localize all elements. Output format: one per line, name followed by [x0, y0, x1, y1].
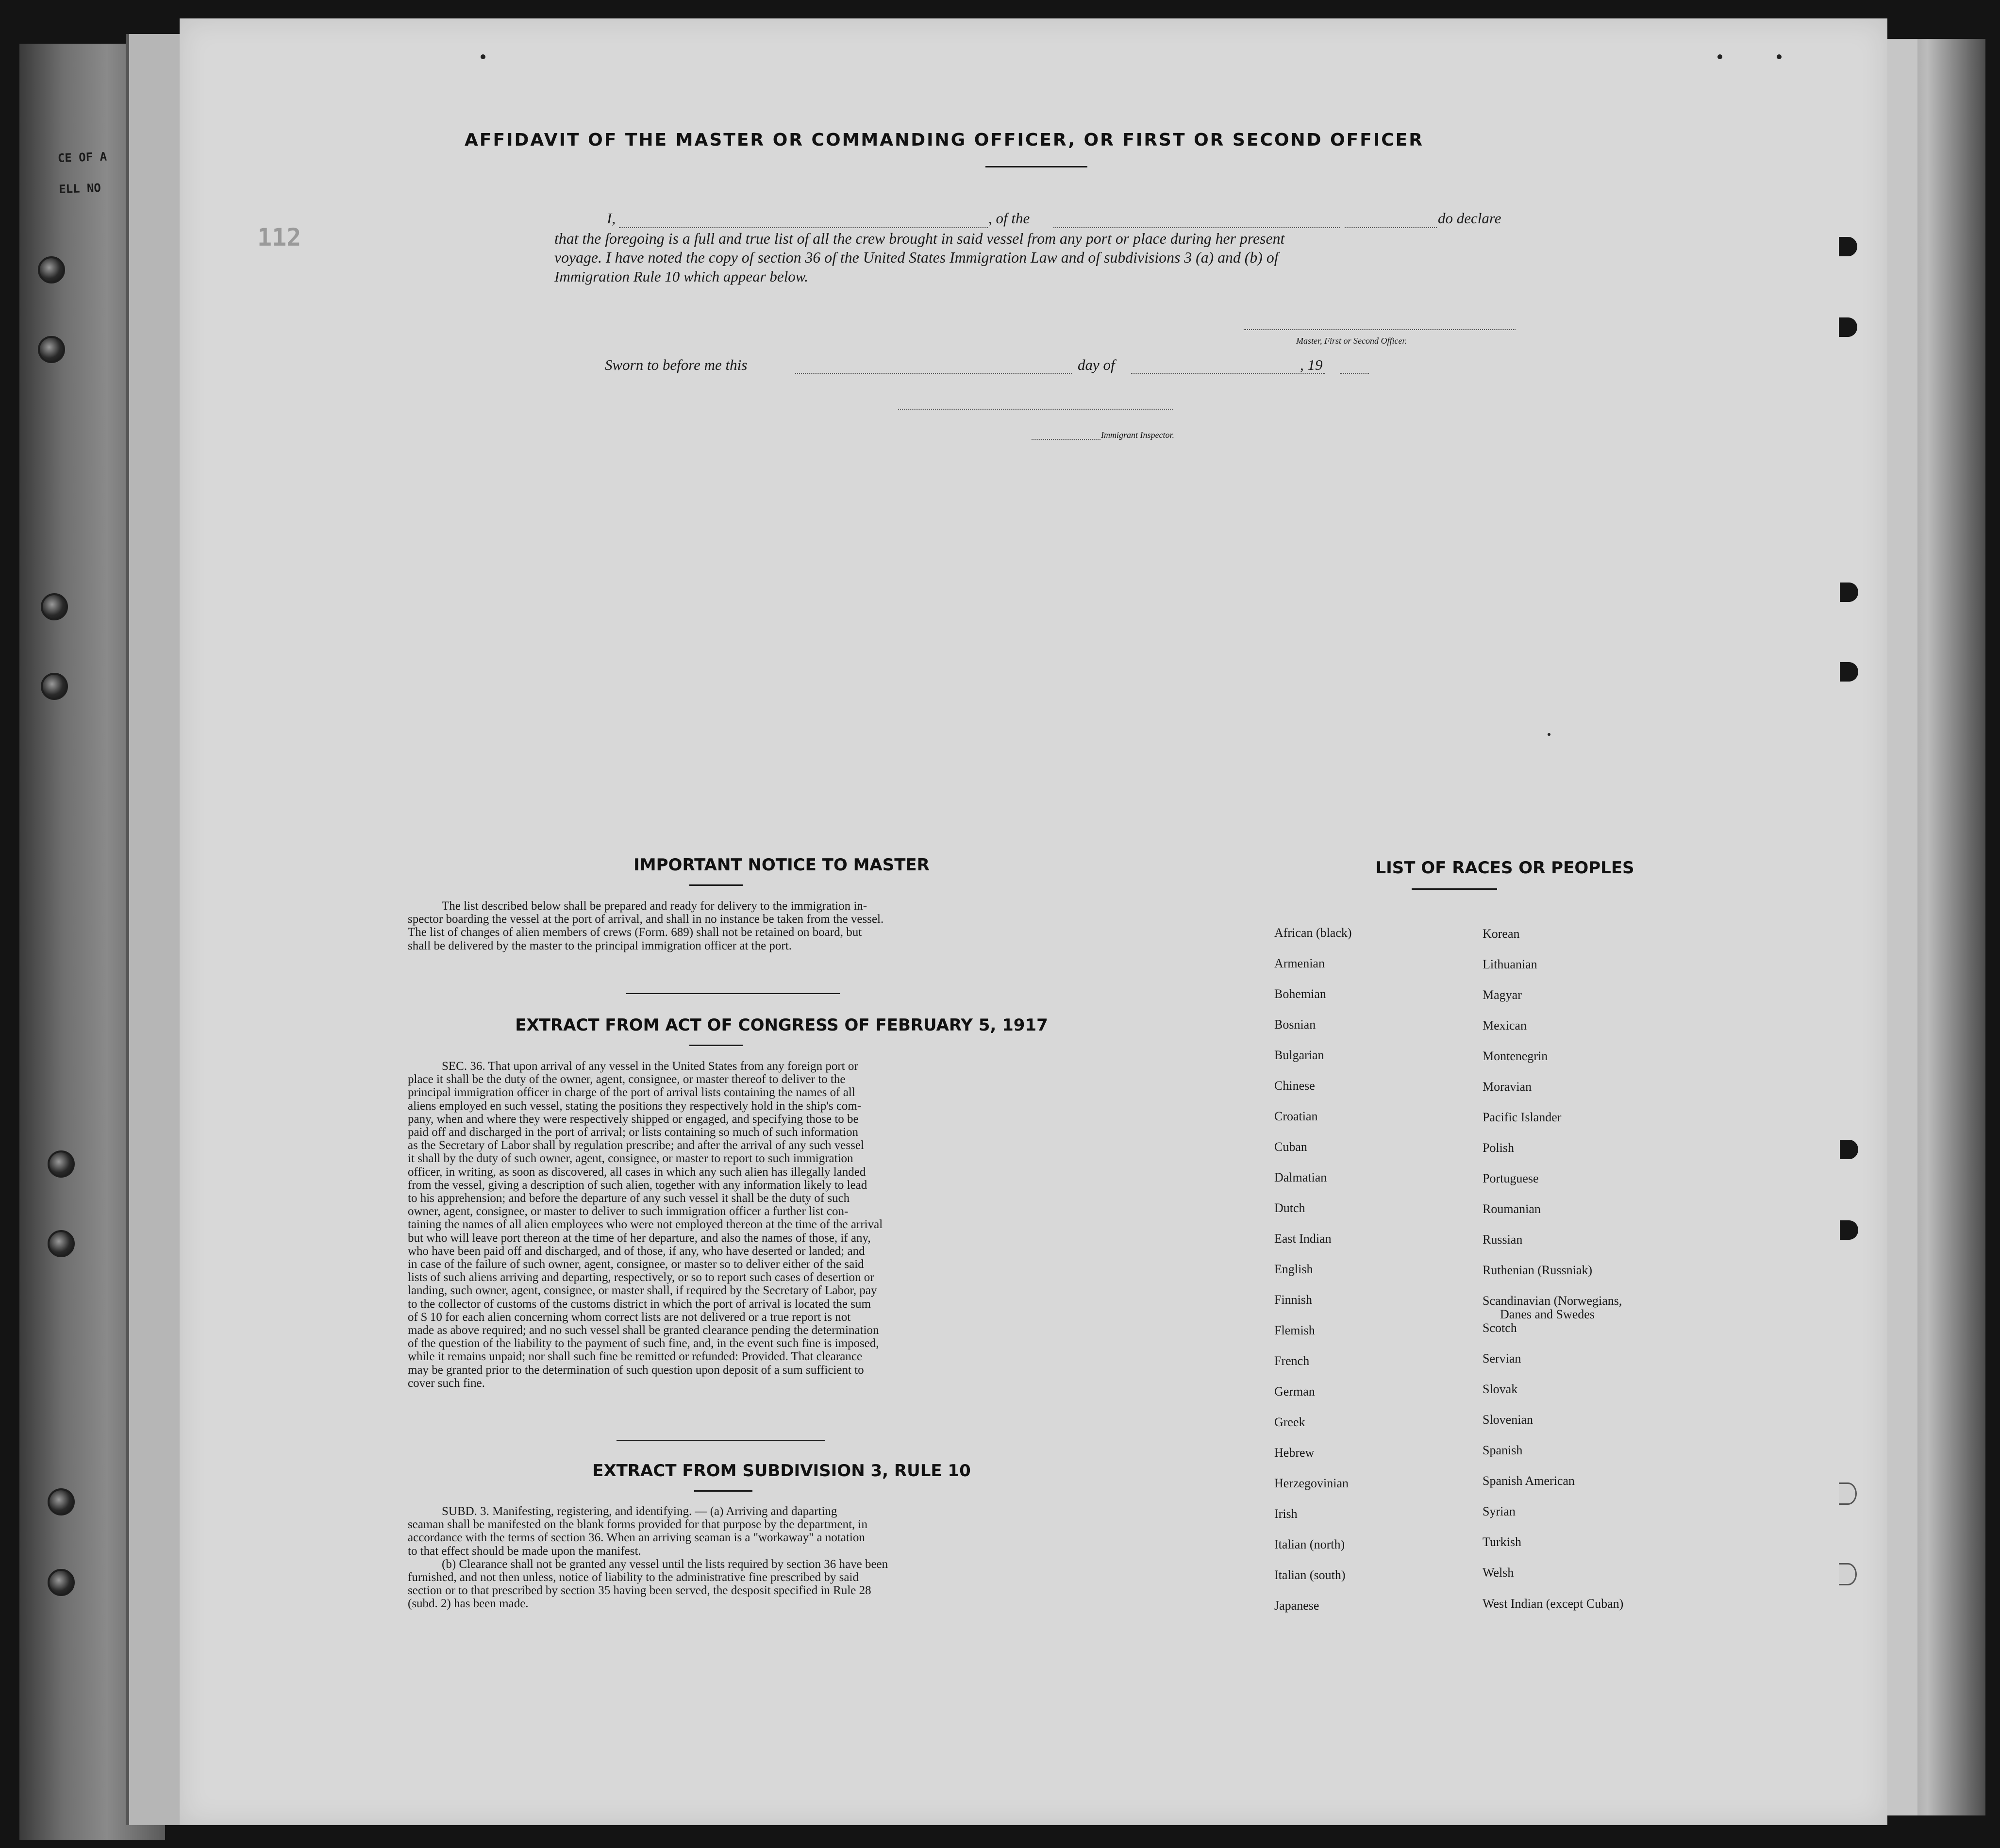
- race-item: Chinese: [1274, 1079, 1315, 1093]
- ink-mark: [1717, 54, 1722, 59]
- act-line: officer, in writing, as soon as discovered, all cases in which any such alien has illegally landed: [408, 1165, 866, 1179]
- race-item: Scotch: [1483, 1321, 1517, 1335]
- year-label: , 19: [1300, 356, 1323, 373]
- extract-act-body: [408, 1060, 1036, 1390]
- inspector-label: Immigrant Inspector.: [1101, 430, 1174, 440]
- sworn-day-blank: [795, 373, 1072, 374]
- master-signature-label: Master, First or Second Officer.: [1296, 336, 1407, 346]
- day-of-label: day of: [1078, 356, 1115, 373]
- race-item: Roumanian: [1483, 1202, 1541, 1216]
- act-line: aliens employed en such vessel, stating the positions they respectively hold in the ship's com-: [408, 1099, 862, 1113]
- binding-hole-icon: [48, 1569, 75, 1596]
- punch-hole-icon: [1840, 1220, 1858, 1240]
- race-item: African (black): [1274, 926, 1352, 940]
- race-item: Lithuanian: [1483, 957, 1537, 971]
- race-item: Spanish: [1483, 1443, 1523, 1457]
- extract-rule-body: [408, 1505, 1036, 1611]
- race-item: Armenian: [1274, 956, 1325, 970]
- rule-line: furnished, and not then unless, notice of liability to the administrative fine prescribed by said: [408, 1571, 859, 1584]
- races-title: LIST OF RACES OR PEOPLES: [1375, 858, 1634, 878]
- ink-mark: [1777, 54, 1782, 59]
- sworn-label: Sworn to before me this: [605, 356, 748, 373]
- ink-mark: [481, 54, 485, 59]
- affidavit-body-line: voyage. I have noted the copy of section 36 of the United States Immigration Law and of subdivisions 3 (a) and (b) of: [554, 249, 1279, 266]
- notice-title: IMPORTANT NOTICE TO MASTER: [633, 855, 930, 875]
- act-line: lists of such aliens arriving and departing, respectively, or so to report such cases of desertion or: [408, 1271, 874, 1284]
- binding-hole-icon: [41, 593, 68, 620]
- race-item: Finnish: [1274, 1293, 1313, 1307]
- binding-hole-icon: [48, 1488, 75, 1515]
- race-item: Bosnian: [1274, 1017, 1316, 1032]
- race-item: Ruthenian (Russniak): [1483, 1263, 1593, 1277]
- rule-line: accordance with the terms of section 36. When an arriving seaman is a "workaway" a notation: [408, 1531, 865, 1545]
- race-item: Japanese: [1274, 1598, 1319, 1613]
- act-line: cover such fine.: [408, 1376, 485, 1390]
- binding-hole-icon: [38, 336, 65, 363]
- race-item: Mexican: [1483, 1018, 1527, 1032]
- race-item: Herzegovinian: [1274, 1476, 1349, 1490]
- underlying-page-strip: [1883, 39, 1917, 1815]
- binding-hole-icon: [48, 1150, 75, 1178]
- binding-hole-icon: [41, 673, 68, 700]
- manifest-page: [180, 18, 1887, 1825]
- race-item: Polish: [1483, 1141, 1515, 1155]
- rule-line: SUBD. 3. Manifesting, registering, and identifying. — (a) Arriving and daparting: [442, 1505, 837, 1518]
- margin-stamp-number: 112: [257, 223, 301, 251]
- section-divider: [626, 993, 840, 994]
- act-line: to the collector of customs of the customs district in which the port of arrival is located the sum: [408, 1297, 871, 1311]
- rule-line: section or to that prescribed by section 35 having been served, the desposit specified in Rule 28: [408, 1584, 871, 1598]
- race-item: West Indian (except Cuban): [1483, 1597, 1624, 1611]
- punch-hole-icon: [1839, 317, 1857, 337]
- act-line: may be granted prior to the determination of such question upon deposit of a sum sufficient to: [408, 1363, 864, 1377]
- race-item: Dalmatian: [1274, 1170, 1327, 1184]
- extract-act-title: EXTRACT FROM ACT OF CONGRESS OF FEBRUARY 5, 1917: [515, 1016, 1048, 1035]
- act-line: in case of the failure of such owner, agent, consignee, or master so to deliver either of the said: [408, 1258, 864, 1271]
- vessel-blank: [1053, 227, 1340, 228]
- race-item: Slovak: [1483, 1382, 1518, 1396]
- title-underline: [985, 166, 1087, 167]
- race-item: Scandinavian (Norwegians,: [1483, 1294, 1622, 1308]
- i-label: I,: [607, 210, 616, 227]
- punch-hole-icon: [1839, 1482, 1857, 1505]
- race-item: English: [1274, 1262, 1313, 1276]
- act-line: taining the names of all alien employees who were not employed thereon at the time of the arrival: [408, 1218, 883, 1232]
- stamp-line: ELL NO: [58, 181, 101, 196]
- act-line: while it remains unpaid; nor shall such fine be remitted or refunded: Provided. That clearance: [408, 1350, 863, 1364]
- ink-mark: [1548, 733, 1550, 736]
- vessel-blank-2: [1345, 227, 1437, 228]
- affidavit-title: AFFIDAVIT OF THE MASTER OR COMMANDING OFFICER, OR FIRST OR SECOND OFFICER: [465, 130, 1424, 150]
- act-line: place it shall be the duty of the owner, agent, consignee, or master thereof to deliver to the: [408, 1073, 846, 1086]
- race-item: Welsh: [1483, 1565, 1514, 1580]
- rule-line: seaman shall be manifested on the blank forms provided for that purpose by the department, in: [408, 1518, 867, 1532]
- binding-hole-icon: [48, 1230, 75, 1257]
- notice-underline: [689, 884, 743, 886]
- race-item: Moravian: [1483, 1080, 1532, 1094]
- race-item: Danes and Swedes: [1500, 1307, 1595, 1321]
- race-item: East Indian: [1274, 1232, 1332, 1246]
- act-line: as the Secretary of Labor shall by regulation prescribe; and after the arrival of any such vessel: [408, 1139, 864, 1152]
- race-item: Montenegrin: [1483, 1049, 1548, 1063]
- name-blank: [619, 227, 988, 228]
- act-line: made as above required; and no such vessel shall be granted clearance pending the determination: [408, 1324, 879, 1337]
- act-line: who have been paid off and discharged, and of those, if any, who have deserted or landed; and: [408, 1244, 865, 1258]
- act-line: owner, agent, consignee, or master to deliver to such immigration officer a further list con-: [408, 1205, 849, 1218]
- punch-hole-icon: [1839, 237, 1857, 256]
- race-item: Bulgarian: [1274, 1048, 1324, 1062]
- act-line: it shall by the duty of such owner, agent, consignee, or master to report to such immigration: [408, 1152, 853, 1165]
- race-item: Turkish: [1483, 1535, 1521, 1549]
- race-item: Greek: [1274, 1415, 1305, 1429]
- sworn-year-blank: [1340, 373, 1369, 374]
- act-line: but who will leave port thereon at the time of her departure, and also the names of those, if any,: [408, 1231, 871, 1245]
- race-item: Cuban: [1274, 1140, 1307, 1154]
- affidavit-body-line: that the foregoing is a full and true list of all the crew brought in said vessel from any port or place during her present: [554, 230, 1285, 247]
- do-declare-label: do declare: [1438, 210, 1501, 227]
- race-item: German: [1274, 1384, 1315, 1398]
- act-line: principal immigration officer in charge of the port of arrival lists containing the names of all: [408, 1086, 855, 1099]
- notice-line: spector boarding the vessel at the port of arrival, and shall in no instance be taken from the vessel.: [408, 913, 884, 926]
- race-item: Pacific Islander: [1483, 1110, 1562, 1124]
- race-item: Flemish: [1274, 1323, 1315, 1337]
- act-line: to his apprehension; and before the departure of any such vessel it shall be the duty of such: [408, 1192, 850, 1205]
- act-line: of $ 10 for each alien concerning whom correct lists are not delivered or a true report is not: [408, 1310, 851, 1324]
- act-line: landing, such owner, agent, consignee, or master shall, if required by the Secretary of Labor, pay: [408, 1284, 877, 1298]
- race-item: Bohemian: [1274, 987, 1326, 1001]
- binding-hole-icon: [38, 256, 65, 283]
- race-item: Russian: [1483, 1232, 1523, 1247]
- rule-line: (subd. 2) has been made.: [408, 1597, 529, 1611]
- act-line: paid off and discharged in the port of arrival; or lists containing so much of such information: [408, 1126, 859, 1139]
- race-item: Magyar: [1483, 988, 1522, 1002]
- punch-hole-icon: [1839, 1563, 1857, 1585]
- race-item: Korean: [1483, 927, 1520, 941]
- act-line: from the vessel, giving a description of such alien, together with any information likely to lead: [408, 1178, 867, 1192]
- rule-line: (b) Clearance shall not be granted any vessel until the lists required by section 36 have been: [442, 1557, 888, 1571]
- race-item: Servian: [1483, 1351, 1521, 1365]
- notice-body: [408, 899, 1036, 952]
- extract-rule-title: EXTRACT FROM SUBDIVISION 3, RULE 10: [592, 1461, 971, 1481]
- race-item: French: [1274, 1354, 1310, 1368]
- race-item: Portuguese: [1483, 1171, 1539, 1185]
- race-item: Spanish American: [1483, 1474, 1575, 1488]
- act-line: pany, when and where they were respectively shipped or engaged, and specifying those to be: [408, 1112, 859, 1126]
- rule-line: to that effect should be made upon the manifest.: [408, 1544, 641, 1558]
- affidavit-body-line: Immigration Rule 10 which appear below.: [554, 268, 808, 285]
- race-item: Dutch: [1274, 1201, 1305, 1215]
- race-item: Syrian: [1483, 1504, 1516, 1518]
- notice-line: The list described below shall be prepared and ready for delivery to the immigration in-: [442, 899, 867, 913]
- notice-line: shall be delivered by the master to the principal immigration officer at the port.: [408, 939, 792, 952]
- punch-hole-icon: [1840, 1140, 1858, 1159]
- extract-rule-underline: [694, 1490, 752, 1492]
- punch-hole-icon: [1840, 662, 1858, 682]
- margin-stamp: [57, 139, 171, 205]
- extract-act-underline: [689, 1045, 743, 1046]
- punch-hole-icon: [1840, 583, 1858, 602]
- races-underline: [1412, 888, 1497, 890]
- inspector-prefix-dots: [1032, 439, 1100, 440]
- race-item: Italian (south): [1274, 1568, 1346, 1582]
- race-item: Irish: [1274, 1507, 1298, 1521]
- race-item: Italian (north): [1274, 1537, 1345, 1551]
- race-item: Hebrew: [1274, 1446, 1315, 1460]
- race-item: Slovenian: [1483, 1413, 1533, 1427]
- race-item: Croatian: [1274, 1109, 1318, 1123]
- stamp-line: CE OF A: [57, 150, 107, 166]
- section-divider: [617, 1440, 825, 1441]
- sworn-month-blank: [1131, 373, 1325, 374]
- master-signature-line: [1244, 329, 1516, 330]
- inspector-signature-line: [898, 409, 1173, 410]
- of-the-label: , of the: [988, 210, 1030, 227]
- notice-line: The list of changes of alien members of crews (Form. 689) shall not be retained on board, but: [408, 926, 862, 939]
- act-line: of the question of the liability to the payment of such fine, and, in the event such fine is imposed,: [408, 1337, 879, 1350]
- act-line: SEC. 36. That upon arrival of any vessel in the United States from any foreign port or: [442, 1060, 858, 1073]
